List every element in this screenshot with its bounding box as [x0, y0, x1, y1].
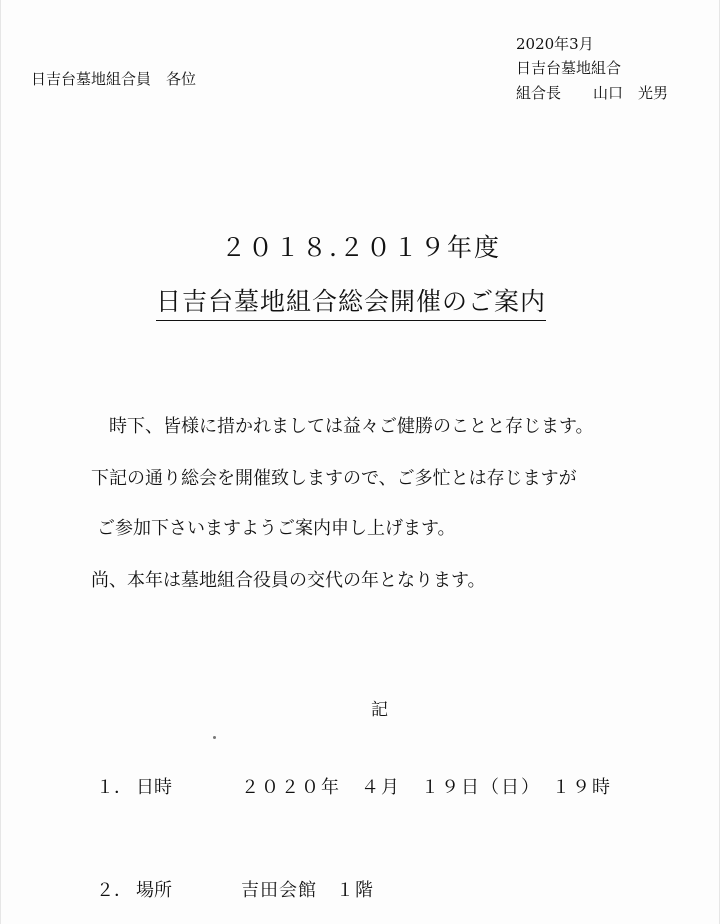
item-2-value: 吉田会館 １階 [241, 880, 374, 901]
ki-heading: 記 [371, 700, 388, 720]
item-2-label: 場所 [136, 880, 172, 901]
title-year: ２０１８.２０１９年度 [221, 233, 501, 262]
scan-dot [213, 736, 216, 739]
item-1-value: ２０２０年 ４月 １９日（日） １９時 [241, 777, 612, 798]
title-main: 日吉台墓地組合総会開催のご案内 [156, 282, 546, 321]
sender-name: 山口 光男 [593, 84, 669, 102]
item-2-number: ２． [96, 880, 132, 901]
body-paragraph-4: 尚、本年は墓地組合役員の交代の年となります。 [91, 570, 486, 591]
recipient-line: 日吉台墓地組合員 各位 [31, 70, 197, 88]
body-paragraph-1: 時下、皆様に措かれましては益々ご健勝のことと存じます。 [109, 416, 594, 437]
sender-date: 2020年3月 [516, 35, 594, 53]
sender-signature [516, 82, 668, 103]
sender-organization: 日吉台墓地組合 [516, 59, 622, 77]
body-paragraph-3: ご参加下さいますようご案内申し上げます。 [97, 518, 456, 539]
body-paragraph-2: 下記の通り総会を開催致しますので、ご多忙とは存じますが [91, 468, 577, 489]
sender-title: 組合長 [516, 84, 562, 102]
item-1-number: １． [96, 777, 132, 798]
item-1-label: 日時 [136, 777, 172, 798]
